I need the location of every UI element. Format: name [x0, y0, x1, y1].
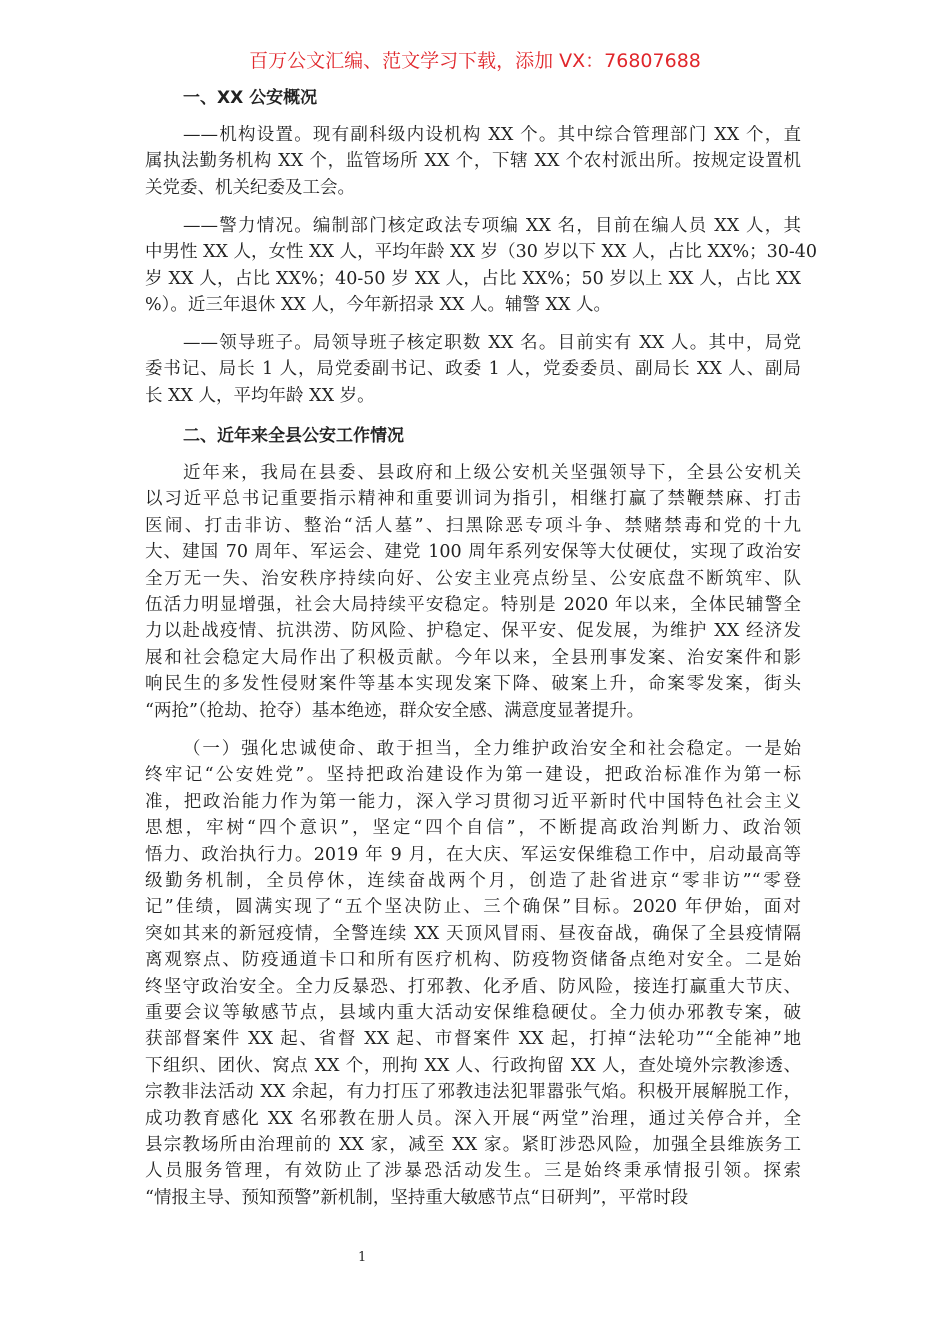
paragraph-political-security-line: 人员服务管理，有效防止了涉暴恐活动发生。三是始终秉承情报引领。探索 — [145, 1161, 801, 1182]
paragraph-staffing-line: 岁 XX 人，占比 XX%；40-50 岁 XX 人，占比 XX%；50 岁以上 XX 人，占比 XX — [145, 268, 801, 289]
paragraph-org-setup-line: 属执法勤务机构 XX 个，监管场所 XX 个，下辖 XX 个农村派出所。按规定设置机 — [145, 151, 801, 172]
paragraph-overview-line: 全万无一失、治安秩序持续向好、公安主业亮点纷呈、公安底盘不断筑牢、队 — [145, 568, 801, 589]
paragraph-political-security-line: 终坚守政治安全。全力反暴恐、打邪教、化矛盾、防风险，接连打赢重大节庆、 — [145, 976, 801, 997]
section-heading: 一、XX 公安概况 — [183, 88, 318, 108]
paragraph-political-security-line: 思想，牢树“四个意识”，坚定“四个自信”，不断提高政治判断力、政治领 — [145, 818, 801, 839]
paragraph-political-security-line: 突如其来的新冠疫情，全警连续 XX 天顶风冒雨、昼夜奋战，确保了全县疫情隔 — [145, 923, 801, 944]
paragraph-political-security-line: 记”佳绩，圆满实现了“五个坚决防止、三个确保”目标。2020 年伊始，面对 — [145, 897, 801, 918]
paragraph-political-security-line: 成功教育感化 XX 名邪教在册人员。深入开展“两堂”治理，通过关停合并，全 — [145, 1108, 801, 1129]
paragraph-leadership-line: 长 XX 人，平均年龄 XX 岁。 — [145, 385, 375, 406]
paragraph-political-security-line: 离观察点、防疫通道卡口和所有医疗机构、防疫物资储备点绝对安全。二是始 — [145, 950, 801, 971]
paragraph-org-setup-line: 关党委、机关纪委及工会。 — [145, 177, 355, 198]
paragraph-political-security-line: 准，把政治能力作为第一能力，深入学习贯彻习近平新时代中国特色社会主义 — [145, 791, 801, 812]
paragraph-staffing-line: ——警力情况。编制部门核定政法专项编 XX 名，目前在编人员 XX 人，其 — [183, 216, 801, 236]
paragraph-political-security-line: 县宗教场所由治理前的 XX 家，减至 XX 家。紧盯涉恐风险，加强全县维族务工 — [145, 1135, 801, 1155]
paragraph-org-setup-line: ——机构设置。现有副科级内设机构 XX 个。其中综合管理部门 XX 个，直 — [183, 125, 801, 145]
paragraph-overview-line: 医闹、打击非访、整治“活人墓”、扫黑除恶专项斗争、禁赌禁毒和党的十九 — [145, 515, 801, 536]
paragraph-political-security-line: 宗教非法活动 XX 余起，有力打压了邪教违法犯罪嚣张气焰。积极开展解脱工作， — [145, 1082, 801, 1103]
paragraph-leadership-line: ——领导班子。局领导班子核定职数 XX 名。目前实有 XX 人。其中，局党 — [183, 333, 801, 353]
paragraph-political-security-line: 悟力、政治执行力。2019 年 9 月，在大庆、军运安保维稳工作中，启动最高等 — [145, 844, 801, 865]
paragraph-overview-line: 响民生的多发性侵财案件等基本实现发案下降、破案上升，命案零发案，街头 — [145, 674, 801, 695]
paragraph-overview-line: 力以赴战疫情、抗洪涝、防风险、护稳定、保平安、促发展，为维护 XX 经济发 — [145, 621, 801, 642]
paragraph-political-security-line: 终牢记“公安姓党”。坚持把政治建设作为第一建设，把政治标准作为第一标 — [145, 765, 801, 786]
paragraph-overview-line: 以习近平总书记重要指示精神和重要训词为指引，相继打赢了禁鞭禁麻、打击 — [145, 489, 801, 510]
paragraph-political-security-line: 重要会议等敏感节点，县域内重大活动安保维稳硬仗。全力侦办邪教专案，破 — [145, 1003, 801, 1023]
paragraph-political-security-line: （一）强化忠诚使命、敢于担当，全力维护政治安全和社会稳定。一是始 — [183, 739, 801, 759]
paragraph-political-security-line: “情报主导、预知预警”新机制，坚持重大敏感节点“日研判”，平常时段 — [145, 1187, 689, 1208]
paragraph-political-security-line: 获部督案件 XX 起、省督 XX 起、市督案件 XX 起，打掉“法轮功”“全能神”地 — [145, 1029, 801, 1050]
section-heading: 二、近年来全县公安工作情况 — [183, 426, 404, 446]
paragraph-overview-line: 展和社会稳定大局作出了积极贡献。今年以来，全县刑事发案、治安案件和影 — [145, 647, 801, 668]
paragraph-political-security-line: 级勤务机制，全员停休，连续奋战两个月，创造了赴省进京“零非访”“零登 — [145, 871, 801, 891]
paragraph-political-security-line: 下组织、团伙、窝点 XX 个，刑拘 XX 人、行政拘留 XX 人，查处境外宗教渗透、 — [145, 1055, 801, 1076]
page-number: 1 — [358, 1250, 367, 1265]
paragraph-overview-line: 伍活力明显增强，社会大局持续平安稳定。特别是 2020 年以来，全体民辅警全 — [145, 595, 801, 615]
paragraph-overview-line: 近年来，我局在县委、县政府和上级公安机关坚强领导下，全县公安机关 — [183, 463, 801, 483]
paragraph-staffing-line: %）。近三年退休 XX 人，今年新招录 XX 人。辅警 XX 人。 — [145, 295, 612, 316]
paragraph-staffing-line: 中男性 XX 人，女性 XX 人，平均年龄 XX 岁（30 岁以下 XX 人，占比 XX%；30-40 — [145, 242, 818, 263]
watermark-banner: 百万公文汇编、范文学习下载，添加 VX：76807688 — [249, 50, 701, 72]
paragraph-leadership-line: 委书记、局长 1 人，局党委副书记、政委 1 人，党委委员、副局长 XX 人、副局 — [145, 359, 801, 380]
paragraph-overview-line: 大、建国 70 周年、军运会、建党 100 周年系列安保等大仗硬仗，实现了政治安 — [145, 542, 801, 563]
paragraph-overview-line: “两抢”（抢劫、抢夺）基本绝迹，群众安全感、满意度显著提升。 — [145, 700, 645, 721]
